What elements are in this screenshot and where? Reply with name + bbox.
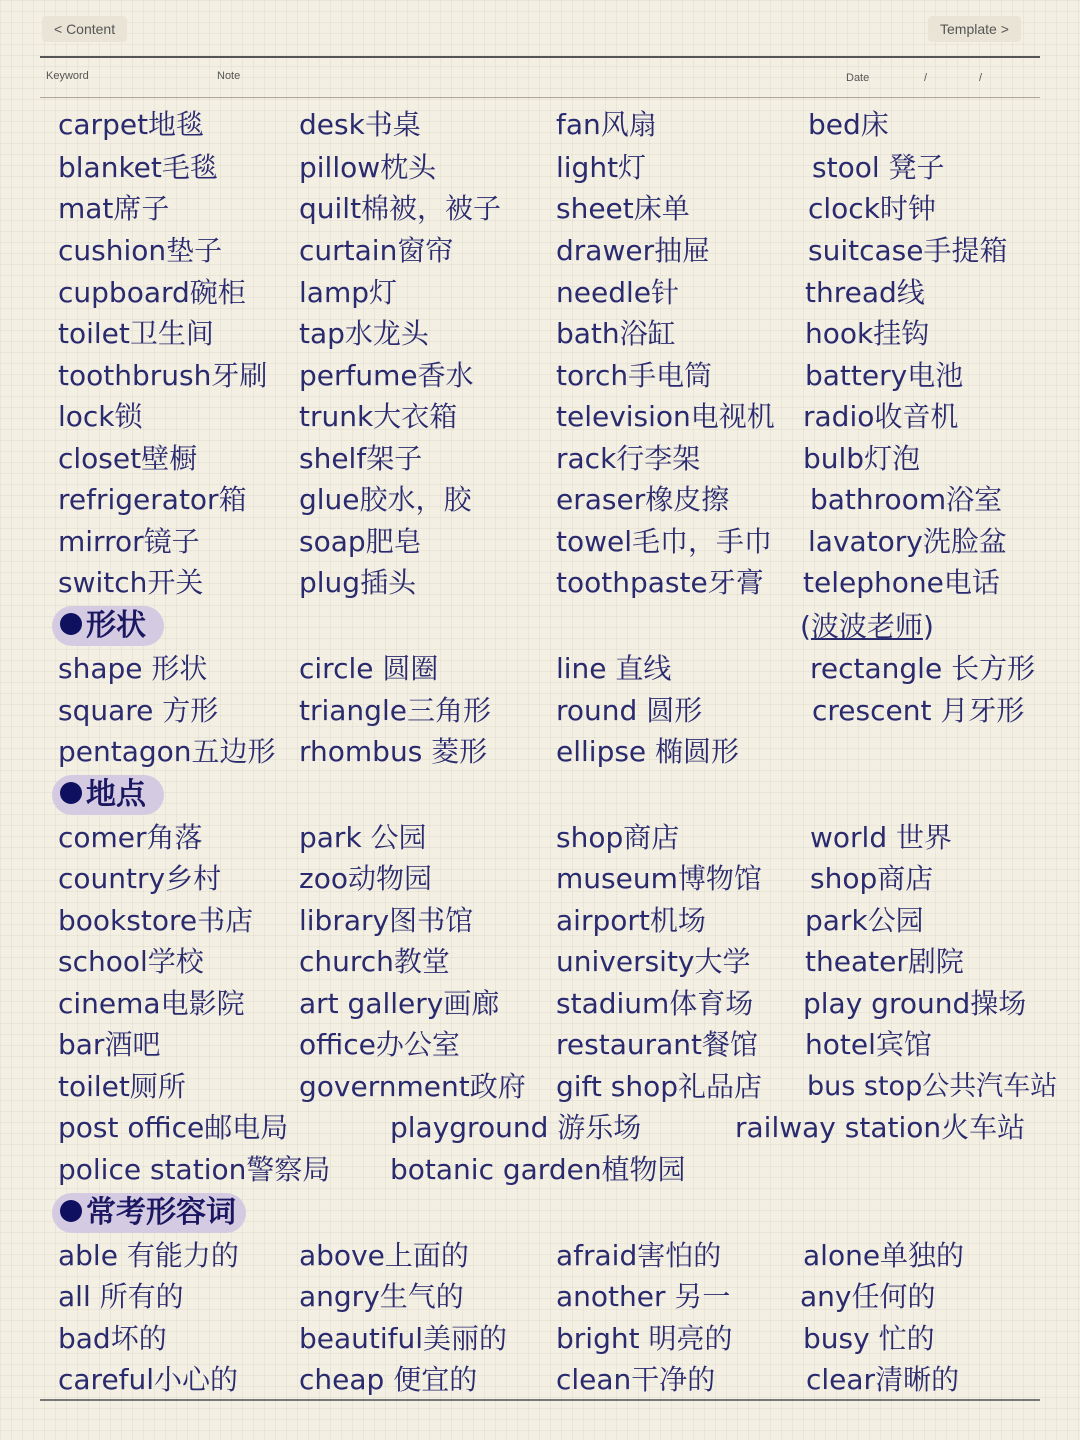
author-name-link[interactable]: 波波老师 xyxy=(810,610,923,643)
word-cell: theater剧院 xyxy=(805,945,964,978)
word-cell: rhombus 菱形 xyxy=(299,735,488,768)
word-cell: stadium体育场 xyxy=(556,987,754,1020)
word-cell: towel毛巾，手巾 xyxy=(556,525,773,558)
word-cell: sheet床单 xyxy=(556,192,690,225)
word-cell: desk书桌 xyxy=(299,108,421,141)
word-cell: zoo动物园 xyxy=(299,862,432,895)
word-cell: above上面的 xyxy=(299,1239,469,1272)
word-cell: clock时钟 xyxy=(808,192,936,225)
date-separator: / xyxy=(979,72,983,84)
word-cell: clear清晰的 xyxy=(806,1363,960,1396)
word-cell: pillow枕头 xyxy=(299,151,437,184)
word-cell: circle 圆圈 xyxy=(299,652,439,685)
date-label: Date xyxy=(846,72,870,84)
word-cell: soap肥皂 xyxy=(299,525,422,558)
word-cell: cheap 便宜的 xyxy=(299,1363,478,1396)
word-cell: hook挂钩 xyxy=(805,317,930,350)
word-cell: bright 明亮的 xyxy=(556,1322,733,1355)
word-cell: cinema电影院 xyxy=(58,987,245,1020)
word-cell: shape 形状 xyxy=(58,652,208,685)
word-cell: refrigerator箱 xyxy=(58,483,247,516)
word-cell: alone单独的 xyxy=(803,1239,965,1272)
word-cell: perfume香水 xyxy=(299,359,474,392)
word-cell: bathroom浴室 xyxy=(810,483,1003,516)
word-cell: restaurant餐馆 xyxy=(556,1028,758,1061)
word-cell: church教堂 xyxy=(299,945,450,978)
word-cell: needle针 xyxy=(556,276,679,309)
word-cell: triangle三角形 xyxy=(299,694,491,727)
word-cell: clean干净的 xyxy=(556,1363,716,1396)
word-cell: quilt棉被，被子 xyxy=(299,192,502,225)
word-cell: airport机场 xyxy=(556,904,706,937)
word-cell: toilet厕所 xyxy=(58,1070,186,1103)
word-cell: toothbrush牙刷 xyxy=(58,359,268,392)
word-cell: bad坏的 xyxy=(58,1322,167,1355)
word-cell: radio收音机 xyxy=(803,400,959,433)
word-cell: ellipse 椭圆形 xyxy=(556,735,740,768)
word-cell: eraser橡皮擦 xyxy=(556,483,730,516)
word-cell: blanket毛毯 xyxy=(58,151,218,184)
word-cell: bulb灯泡 xyxy=(803,442,921,475)
word-cell: square 方形 xyxy=(58,694,219,727)
word-cell: world 世界 xyxy=(810,821,952,854)
word-cell: beautiful美丽的 xyxy=(299,1322,508,1355)
word-cell: lamp灯 xyxy=(299,276,397,309)
section-heading-places xyxy=(52,775,164,815)
word-cell: bath浴缸 xyxy=(556,317,676,350)
header-divider xyxy=(40,56,1040,58)
word-cell: hotel宾馆 xyxy=(805,1028,932,1061)
word-cell: art gallery画廊 xyxy=(299,987,500,1020)
word-cell: university大学 xyxy=(556,945,751,978)
word-cell: country乡村 xyxy=(58,862,222,895)
word-cell: drawer抽屉 xyxy=(556,234,711,267)
author-note: (波波老师) xyxy=(800,610,934,643)
word-cell: thread线 xyxy=(805,276,925,309)
word-cell: mat席子 xyxy=(58,192,170,225)
date-separator: / xyxy=(924,72,928,84)
word-cell: stool 凳子 xyxy=(812,151,945,184)
word-cell: rectangle 长方形 xyxy=(810,652,1036,685)
word-cell: busy 忙的 xyxy=(803,1322,935,1355)
column-header-divider xyxy=(40,97,1040,98)
word-cell: curtain窗帘 xyxy=(299,234,454,267)
word-cell: botanic garden植物园 xyxy=(390,1153,686,1186)
word-cell: all 所有的 xyxy=(58,1280,184,1313)
template-button[interactable]: Template > xyxy=(928,16,1021,42)
word-cell: office办公室 xyxy=(299,1028,460,1061)
word-cell: another 另一 xyxy=(556,1280,731,1313)
word-cell: glue胶水，胶 xyxy=(299,483,472,516)
word-cell: plug插头 xyxy=(299,566,417,599)
word-cell: battery电池 xyxy=(805,359,964,392)
word-cell: trunk大衣箱 xyxy=(299,400,458,433)
word-cell: carpet地毯 xyxy=(58,108,205,141)
bullet-dot xyxy=(60,782,82,804)
word-cell: bus stop公共汽车站 xyxy=(807,1071,1058,1102)
word-cell: gift shop礼品店 xyxy=(556,1070,763,1103)
word-cell: cushion垫子 xyxy=(58,234,223,267)
word-cell: tap水龙头 xyxy=(299,317,429,350)
word-cell: museum博物馆 xyxy=(556,862,762,895)
word-cell: shop商店 xyxy=(810,862,934,895)
word-cell: any任何的 xyxy=(800,1280,936,1313)
word-cell: playground 游乐场 xyxy=(390,1111,642,1144)
note-label: Note xyxy=(217,70,241,82)
word-cell: lock锁 xyxy=(58,400,143,433)
word-cell: school学校 xyxy=(58,945,204,978)
word-cell: park公园 xyxy=(805,904,924,937)
word-cell: crescent 月牙形 xyxy=(812,694,1025,727)
word-cell: switch开关 xyxy=(58,566,204,599)
bullet-dot xyxy=(60,613,82,635)
word-cell: round 圆形 xyxy=(556,694,703,727)
section-title: 常考形容词 xyxy=(86,1195,236,1230)
word-cell: bed床 xyxy=(808,108,889,141)
word-cell: bookstore书店 xyxy=(58,904,254,937)
word-cell: fan风扇 xyxy=(556,108,657,141)
word-cell: pentagon五边形 xyxy=(58,735,276,768)
word-cell: government政府 xyxy=(299,1070,526,1103)
word-cell: police station警察局 xyxy=(58,1153,331,1186)
word-cell: railway station火车站 xyxy=(735,1111,1026,1144)
word-cell: shelf架子 xyxy=(299,442,423,475)
word-cell: shop商店 xyxy=(556,821,680,854)
word-cell: telephone电话 xyxy=(803,566,1000,599)
word-cell: cupboard碗柜 xyxy=(58,276,246,309)
footer-divider xyxy=(40,1399,1040,1401)
word-cell: play ground操场 xyxy=(803,987,1027,1020)
word-cell: park 公园 xyxy=(299,821,427,854)
section-title: 地点 xyxy=(86,777,146,812)
word-cell: torch手电筒 xyxy=(556,359,713,392)
section-title: 形状 xyxy=(86,608,146,643)
word-cell: able 有能力的 xyxy=(58,1239,239,1272)
back-to-content-button[interactable]: < Content xyxy=(42,16,127,42)
word-cell: television电视机 xyxy=(556,400,775,433)
bullet-dot xyxy=(60,1200,82,1222)
word-cell: light灯 xyxy=(556,151,647,184)
section-heading-adjectives xyxy=(52,1193,246,1233)
word-cell: toothpaste牙膏 xyxy=(556,566,764,599)
word-cell: angry生气的 xyxy=(299,1280,464,1313)
section-heading-shapes xyxy=(52,606,164,646)
word-cell: suitcase手提箱 xyxy=(808,234,1008,267)
word-cell: comer角落 xyxy=(58,821,203,854)
keyword-label: Keyword xyxy=(46,70,89,82)
word-cell: library图书馆 xyxy=(299,904,474,937)
word-cell: toilet卫生间 xyxy=(58,317,214,350)
word-cell: rack行李架 xyxy=(556,442,701,475)
word-cell: line 直线 xyxy=(556,652,672,685)
word-cell: lavatory洗脸盆 xyxy=(808,525,1007,558)
word-cell: careful小心的 xyxy=(58,1363,239,1396)
word-cell: closet壁橱 xyxy=(58,442,198,475)
word-cell: post office邮电局 xyxy=(58,1111,289,1144)
word-cell: mirror镜子 xyxy=(58,525,200,558)
word-cell: afraid害怕的 xyxy=(556,1239,722,1272)
word-cell: bar酒吧 xyxy=(58,1028,161,1061)
